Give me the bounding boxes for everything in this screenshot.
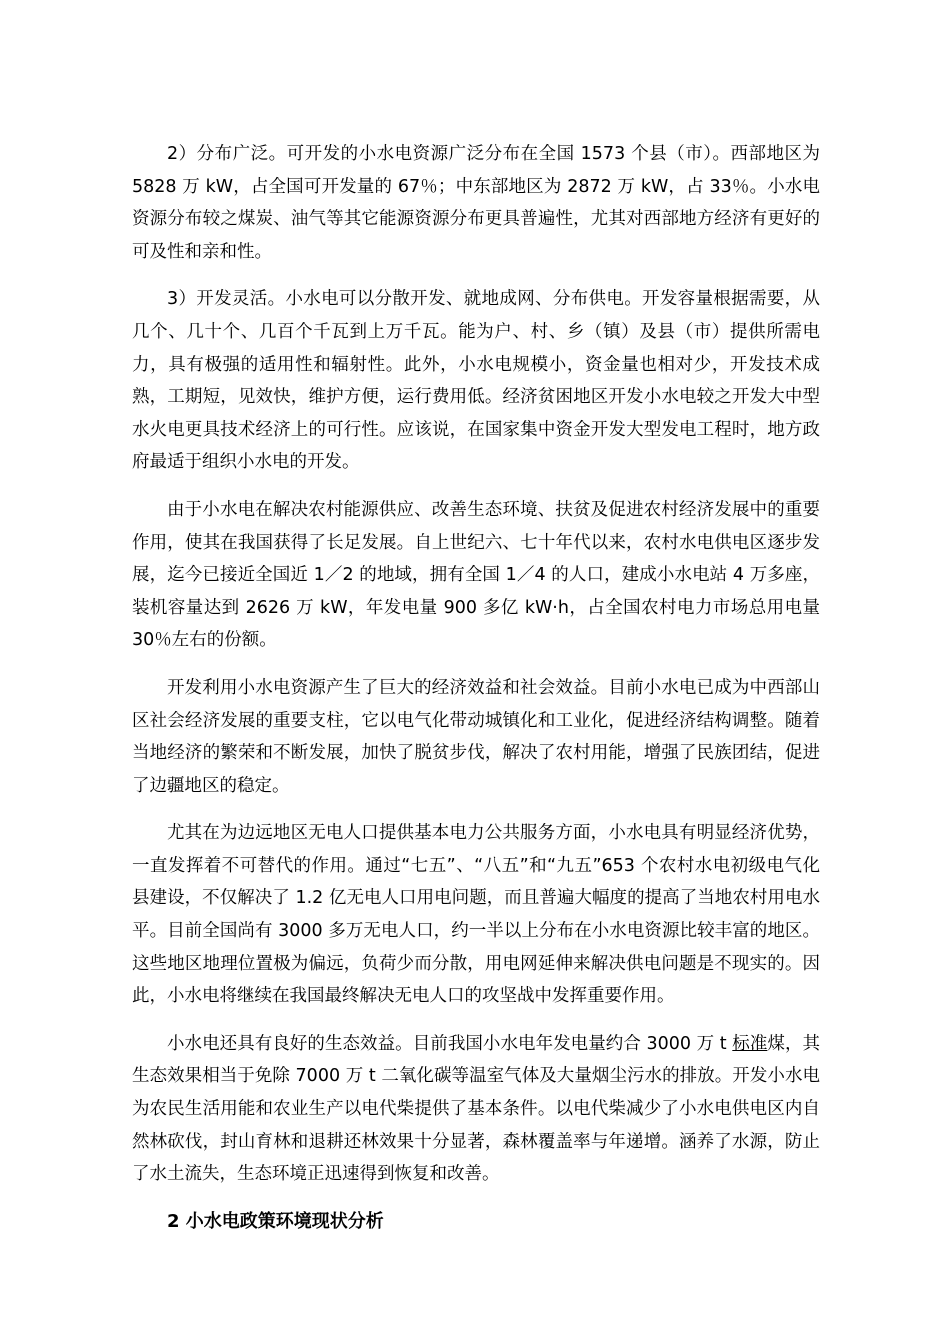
paragraph-remote-areas: 尤其在为边远地区无电人口提供基本电力公共服务方面，小水电具有明显经济优势，一直发挥着不可替代的作用。通过“七五”、“八五”和“九五”653 个农村水电初级电气化县建设，不仅解决了 1.2 亿无电人口用电问题，而且普遍大幅度的提高了当地农村用电水平。目前全国尚有 3000 多万无电人口，约一半以上分布在小水电资源比较丰富的地区。这些地区地理位置极为偏远，负荷少而分散，用电网延伸来解决供电问题是不现实的。因此，小水电将继续在我国最终解决无电人口的攻坚战中发挥重要作用。 bbox=[132, 823, 820, 1007]
ecology-text-after: 煤，其生态效果相当于免除 7000 万 t 二氧化碳等温室气体及大量烟尘污水的排放。开发小水电为农民生活用能和农业生产以电代柴提供了基本条件。以电代柴减少了小水电供电区内自然林砍伐，封山育林和退耕还林效果十分显著，森林覆盖率与年递增。涵养了水源，防止了水土流失，生态环境正迅速得到恢复和改善。 bbox=[132, 1033, 821, 1185]
document-body bbox=[132, 138, 820, 1238]
paragraph-ecology bbox=[132, 1028, 820, 1191]
ecology-underlined-text: 标准 bbox=[732, 1033, 768, 1054]
paragraph-development: 由于小水电在解决农村能源供应、改善生态环境、扶贫及促进农村经济发展中的重要作用，使其在我国获得了长足发展。自上世纪六、七十年代以来，农村水电供电区逐步发展，迄今已接近全国近 1／2 的地域，拥有全国 1／4 的人口，建成小水电站 4 万多座，装机容量达到 2626 万 kW，年发电量 900 多亿 kW·h，占全国农村电力市场总用电量30％左右的份额。 bbox=[132, 499, 820, 651]
paragraph-distribution: 2）分布广泛。可开发的小水电资源广泛分布在全国 1573 个县（市）。西部地区为 5828 万 kW，占全国可开发量的 67％；中东部地区为 2872 万 kW，占 33％。小水电资源分布较之煤炭、油气等其它能源资源分布更具普遍性，尤其对西部地方经济有更好的可及性和亲和性。 bbox=[132, 144, 820, 262]
paragraph-benefits: 开发利用小水电资源产生了巨大的经济效益和社会效益。目前小水电已成为中西部山区社会经济发展的重要支柱，它以电气化带动城镇化和工业化，促进经济结构调整。随着当地经济的繁荣和不断发展，加快了脱贫步伐，解决了农村用能，增强了民族团结，促进了边疆地区的稳定。 bbox=[132, 677, 820, 796]
section-heading: 2 小水电政策环境现状分析 bbox=[167, 1210, 384, 1232]
paragraph-flexibility: 3）开发灵活。小水电可以分散开发、就地成网、分布供电。开发容量根据需要，从几个、几十个、几百个千瓦到上万千瓦。能为户、村、乡（镇）及县（市）提供所需电力，具有极强的适用性和辐射性。此外，小水电规模小，资金量也相对少，开发技术成熟，工期短，见效快，维护方便，运行费用低。经济贫困地区开发小水电较之开发大中型水火电更具技术经济上的可行性。应该说，在国家集中资金开发大型发电工程时，地方政府最适于组织小水电的开发。 bbox=[132, 289, 820, 473]
ecology-text-before: 小水电还具有良好的生态效益。目前我国小水电年发电量约合 3000 万 t bbox=[167, 1033, 733, 1054]
